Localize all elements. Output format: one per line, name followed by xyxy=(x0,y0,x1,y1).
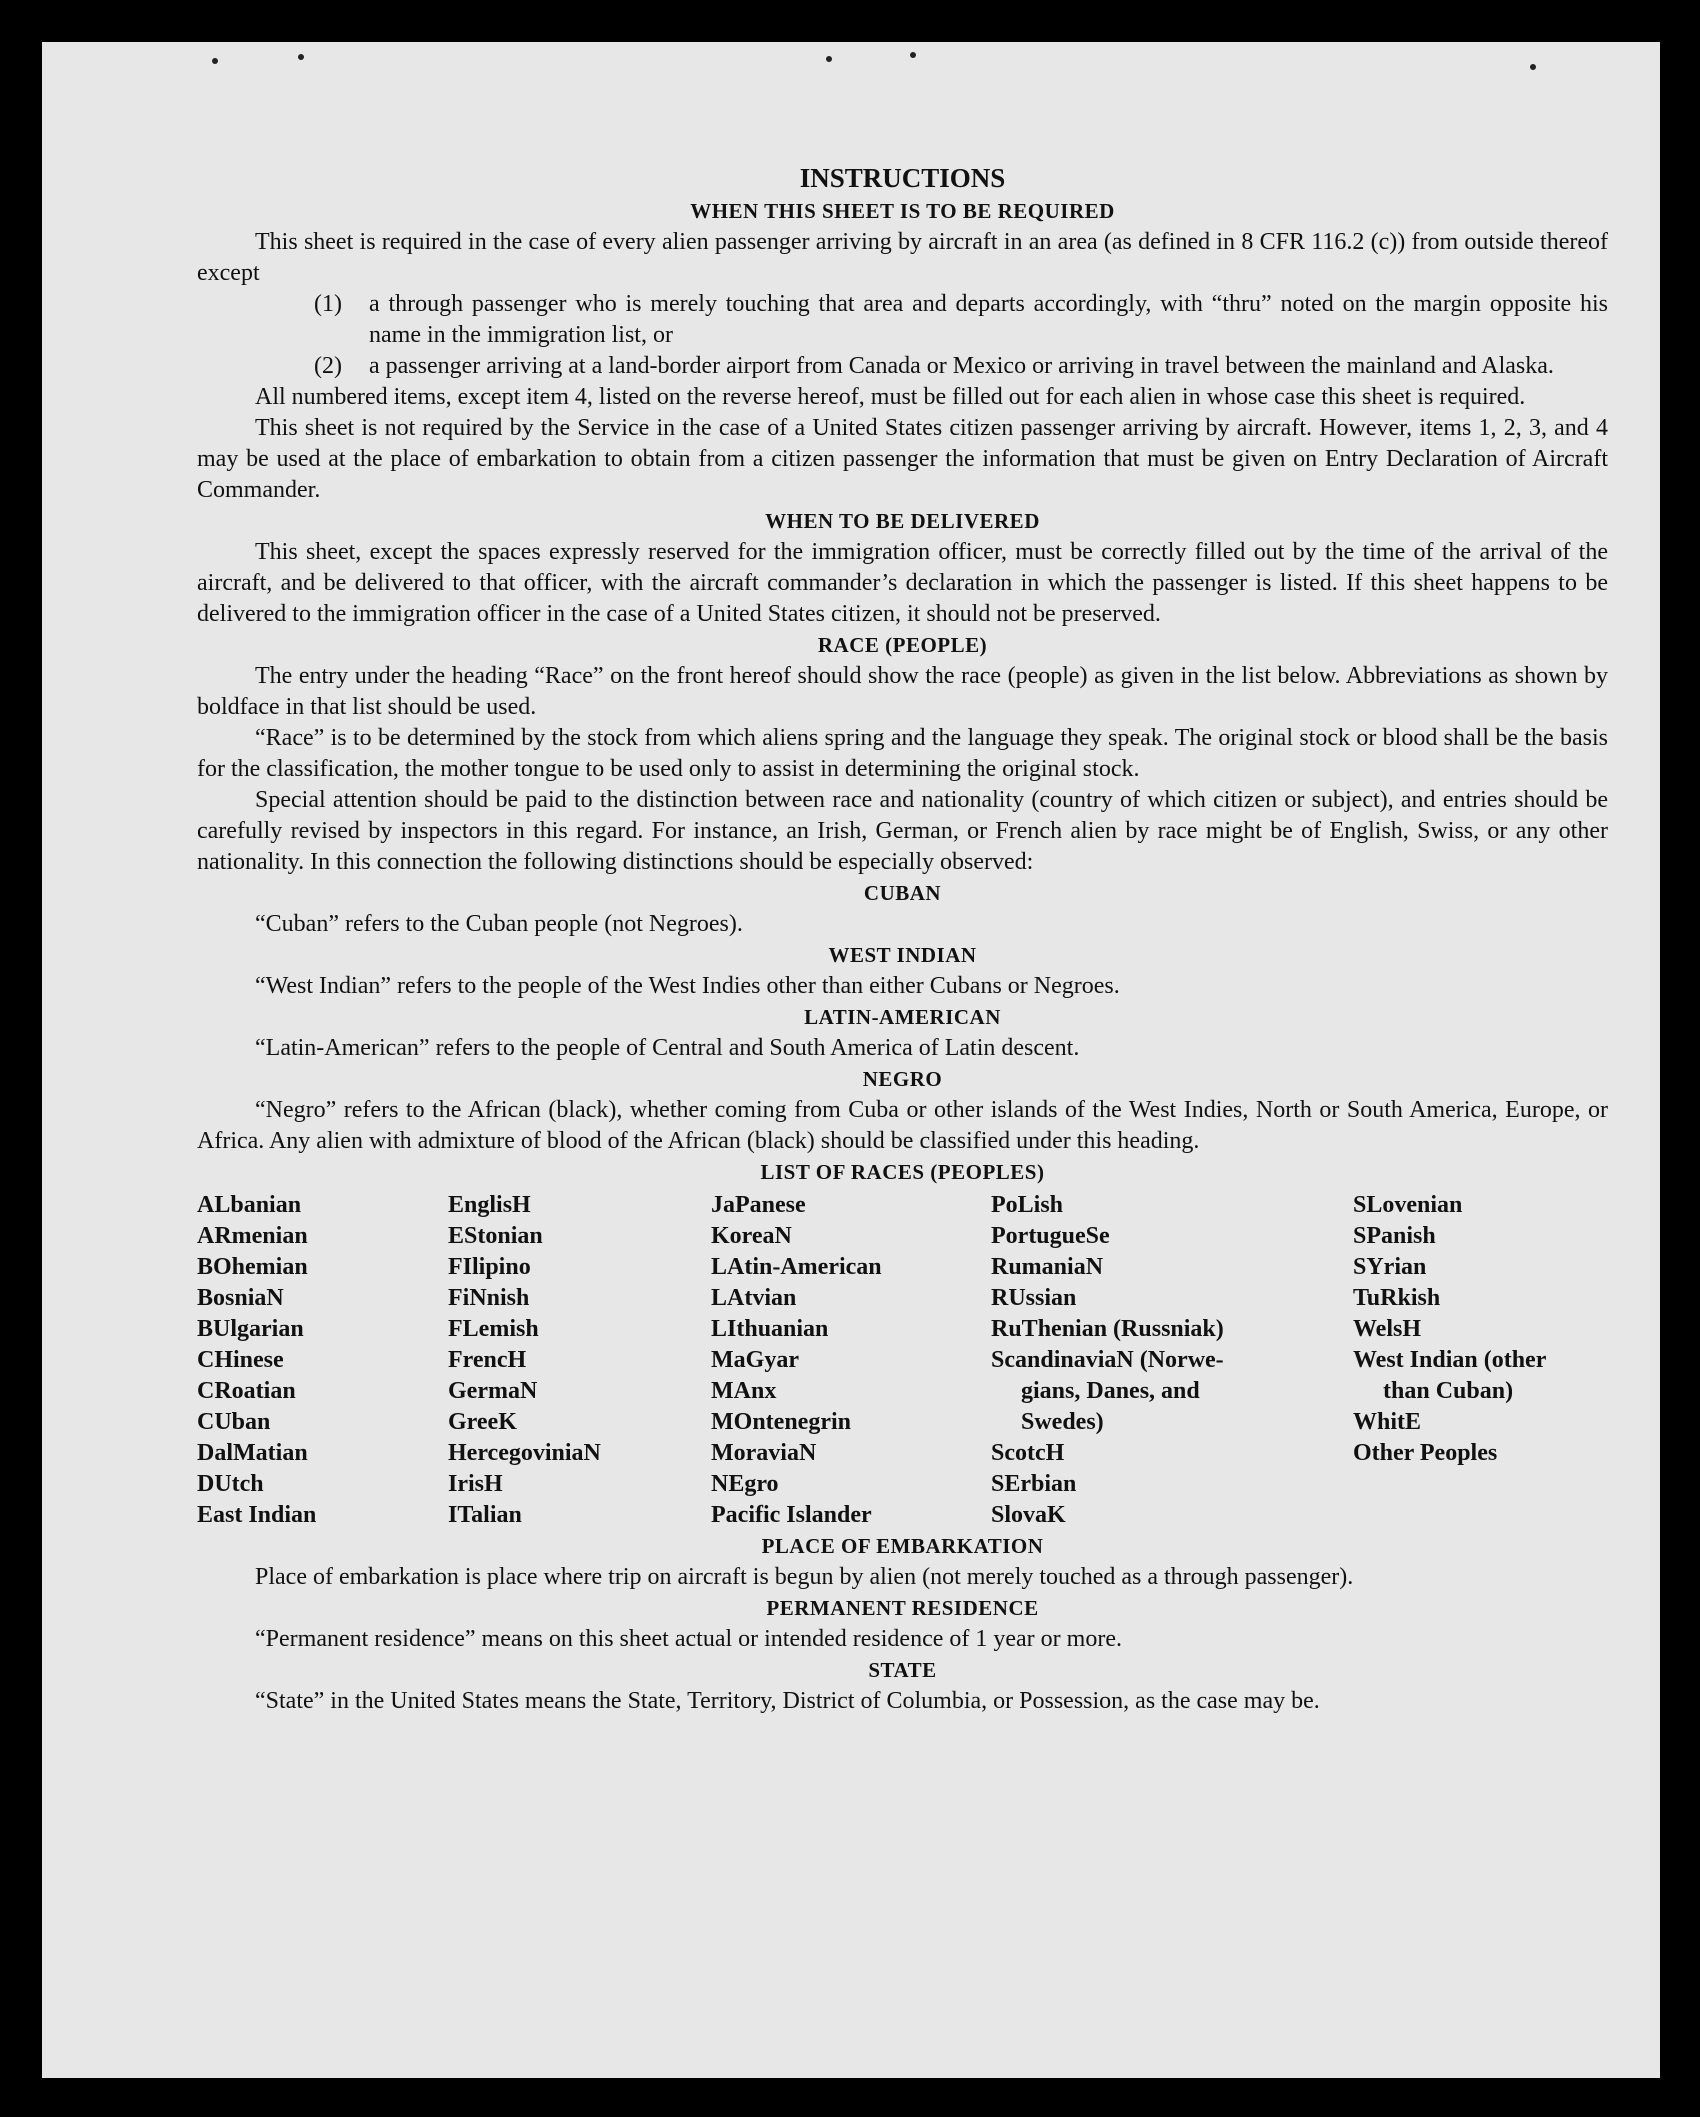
race-entry: MaGyar xyxy=(711,1347,799,1373)
race-entry-continued: gians, Danes, and xyxy=(1021,1378,1200,1404)
race-entry: TuRkish xyxy=(1353,1285,1441,1311)
paragraph: This sheet, except the spaces expressly reserved for the immigration officer, must be correctly filled out by the time of the arrival of the aircraft, and be delivered to that officer, with the aircraft commander’s declaration in which the passenger is listed. If this sheet happens to be delivered to the immigration officer in the case of a United States citizen, it should not be preserved. xyxy=(197,539,1608,627)
section-heading-permanent-residence: PERMANENT RESIDENCE xyxy=(766,1596,1039,1620)
race-entry: RumaniaN xyxy=(991,1254,1104,1280)
paragraph: This sheet is required in the case of every alien passenger arriving by aircraft in an area (as defined in 8 CFR 116.2 (c)) from outside thereof except xyxy=(197,229,1608,286)
scan-speck xyxy=(212,58,218,64)
section-heading-west-indian: WEST INDIAN xyxy=(828,943,977,967)
race-entry: CUban xyxy=(197,1409,271,1435)
race-entry: SLovenian xyxy=(1353,1192,1463,1218)
item-text: a through passenger who is merely touching that area and departs accordingly, with “thru” noted on the margin opposite his name in the immigration list, or xyxy=(369,291,1608,348)
item-number: (2) xyxy=(314,353,342,379)
race-entry: ScandinaviaN (Norwe- xyxy=(991,1347,1224,1373)
race-entry: West Indian (other xyxy=(1353,1347,1547,1373)
paragraph: Special attention should be paid to the distinction between race and nationality (country of which citizen or subject), and entries should be carefully revised by inspectors in this regard. For instance, an Irish, German, or French alien by race might be of English, Swiss, or any other nationality. In this connection the following distinctions should be especially observed: xyxy=(197,787,1608,875)
race-entry: RuThenian (Russniak) xyxy=(991,1316,1224,1342)
paragraph: The entry under the heading “Race” on the front hereof should show the race (people) as given in the list below. Abbreviations as shown by boldface in that list should be used. xyxy=(197,663,1608,720)
race-entry: PoLish xyxy=(991,1192,1064,1218)
race-entry: DUtch xyxy=(197,1471,264,1497)
race-entry: CHinese xyxy=(197,1347,284,1373)
race-entry: MOntenegrin xyxy=(711,1409,851,1435)
race-entry: GermaN xyxy=(448,1378,538,1404)
race-entry: BosniaN xyxy=(197,1285,284,1311)
race-entry: SYrian xyxy=(1353,1254,1427,1280)
paragraph: “Latin-American” refers to the people of Central and South America of Latin descent. xyxy=(255,1035,1080,1061)
paragraph: “West Indian” refers to the people of the West Indies other than either Cubans or Negroes. xyxy=(255,973,1120,999)
exception-item-1 xyxy=(197,289,1608,351)
race-entry: KoreaN xyxy=(711,1223,792,1249)
race-entry: East Indian xyxy=(197,1502,317,1528)
race-entry: PortugueSe xyxy=(991,1223,1110,1249)
paragraph: “Permanent residence” means on this sheet actual or intended residence of 1 year or more. xyxy=(255,1626,1122,1652)
scan-speck xyxy=(298,54,304,60)
race-entry: Pacific Islander xyxy=(711,1502,872,1528)
section-heading-delivered: WHEN TO BE DELIVERED xyxy=(765,509,1040,533)
paragraph: “Cuban” refers to the Cuban people (not Negroes). xyxy=(255,911,743,937)
section-heading-embarkation: PLACE OF EMBARKATION xyxy=(761,1534,1044,1558)
race-entry: FLemish xyxy=(448,1316,539,1342)
race-entry: MoraviaN xyxy=(711,1440,817,1466)
race-entry: FiNnish xyxy=(448,1285,530,1311)
paragraph: All numbered items, except item 4, listed on the reverse hereof, must be filled out for each alien in whose case this sheet is required. xyxy=(255,384,1526,410)
race-entry: GreeK xyxy=(448,1409,517,1435)
race-entry: LAtin-American xyxy=(711,1254,882,1280)
race-entry: DalMatian xyxy=(197,1440,308,1466)
race-column-2 xyxy=(448,1190,711,1531)
race-entry: SPanish xyxy=(1353,1223,1436,1249)
race-entry: JaPanese xyxy=(711,1192,806,1218)
race-entry: ITalian xyxy=(448,1502,522,1528)
section-heading-latin-american: LATIN-AMERICAN xyxy=(804,1005,1001,1029)
race-entry: HercegoviniaN xyxy=(448,1440,601,1466)
document-page xyxy=(42,42,1660,2078)
scan-speck xyxy=(1530,64,1536,70)
race-column-4 xyxy=(991,1190,1353,1531)
race-column-1 xyxy=(197,1190,448,1531)
race-entry: LIthuanian xyxy=(711,1316,829,1342)
item-text: a passenger arriving at a land-border airport from Canada or Mexico or arriving in travel between the mainland and Alaska. xyxy=(369,353,1554,379)
section-heading-cuban: CUBAN xyxy=(863,881,942,905)
section-heading-negro: NEGRO xyxy=(862,1067,943,1091)
race-entry: LAtvian xyxy=(711,1285,797,1311)
section-heading-race: RACE (PEOPLE) xyxy=(817,633,988,657)
paragraph: “State” in the United States means the State, Territory, District of Columbia, or Possession, as the case may be. xyxy=(255,1688,1320,1714)
item-number: (1) xyxy=(314,291,342,317)
exception-item-2 xyxy=(197,351,1608,382)
race-entry: FIlipino xyxy=(448,1254,531,1280)
paragraph: Place of embarkation is place where trip on aircraft is begun by alien (not merely touched as a through passenger). xyxy=(255,1564,1354,1590)
race-entry: WhitE xyxy=(1353,1409,1422,1435)
paragraph: “Race” is to be determined by the stock from which aliens spring and the language they speak. The original stock or blood shall be the basis for the classification, the mother tongue to be used only to assist in determining the original stock. xyxy=(197,725,1608,782)
race-column-3 xyxy=(711,1190,991,1531)
section-heading-required: WHEN THIS SHEET IS TO BE REQUIRED xyxy=(690,199,1115,223)
scan-speck xyxy=(910,52,916,58)
race-entry: BUlgarian xyxy=(197,1316,304,1342)
race-entry: IrisH xyxy=(448,1471,503,1497)
race-entry: SlovaK xyxy=(991,1502,1066,1528)
race-entry: ARmenian xyxy=(197,1223,308,1249)
race-entry: NEgro xyxy=(711,1471,779,1497)
race-entry: ScotcH xyxy=(991,1440,1065,1466)
page-title: INSTRUCTIONS xyxy=(799,163,1006,193)
race-entry: EStonian xyxy=(448,1223,543,1249)
race-entry: WelsH xyxy=(1353,1316,1422,1342)
race-entry: EnglisH xyxy=(448,1192,531,1218)
race-entry: Other Peoples xyxy=(1353,1440,1498,1466)
section-heading-race-list: LIST OF RACES (PEOPLES) xyxy=(760,1160,1045,1184)
race-column-5 xyxy=(1353,1190,1608,1531)
race-entry: MAnx xyxy=(711,1378,777,1404)
race-entry: BOhemian xyxy=(197,1254,308,1280)
race-entry: RUssian xyxy=(991,1285,1077,1311)
race-entry: CRoatian xyxy=(197,1378,296,1404)
scan-speck xyxy=(826,56,832,62)
race-entry-continued: than Cuban) xyxy=(1383,1378,1514,1404)
paragraph: “Negro” refers to the African (black), whether coming from Cuba or other islands of the West Indies, North or South America, Europe, or Africa. Any alien with admixture of blood of the African (black) should be classified under this heading. xyxy=(197,1097,1608,1154)
paragraph: This sheet is not required by the Service in the case of a United States citizen passenger arriving by aircraft. However, items 1, 2, 3, and 4 may be used at the place of embarkation to obtain from a citizen passenger the information that must be given on Entry Declaration of Aircraft Commander. xyxy=(197,415,1608,503)
race-entry: SErbian xyxy=(991,1471,1077,1497)
race-entry: FrencH xyxy=(448,1347,527,1373)
race-list xyxy=(197,1190,1608,1531)
section-heading-state: STATE xyxy=(868,1658,937,1682)
race-entry: ALbanian xyxy=(197,1192,302,1218)
race-entry-continued: Swedes) xyxy=(1021,1409,1104,1435)
instructions-body xyxy=(197,160,1608,1717)
